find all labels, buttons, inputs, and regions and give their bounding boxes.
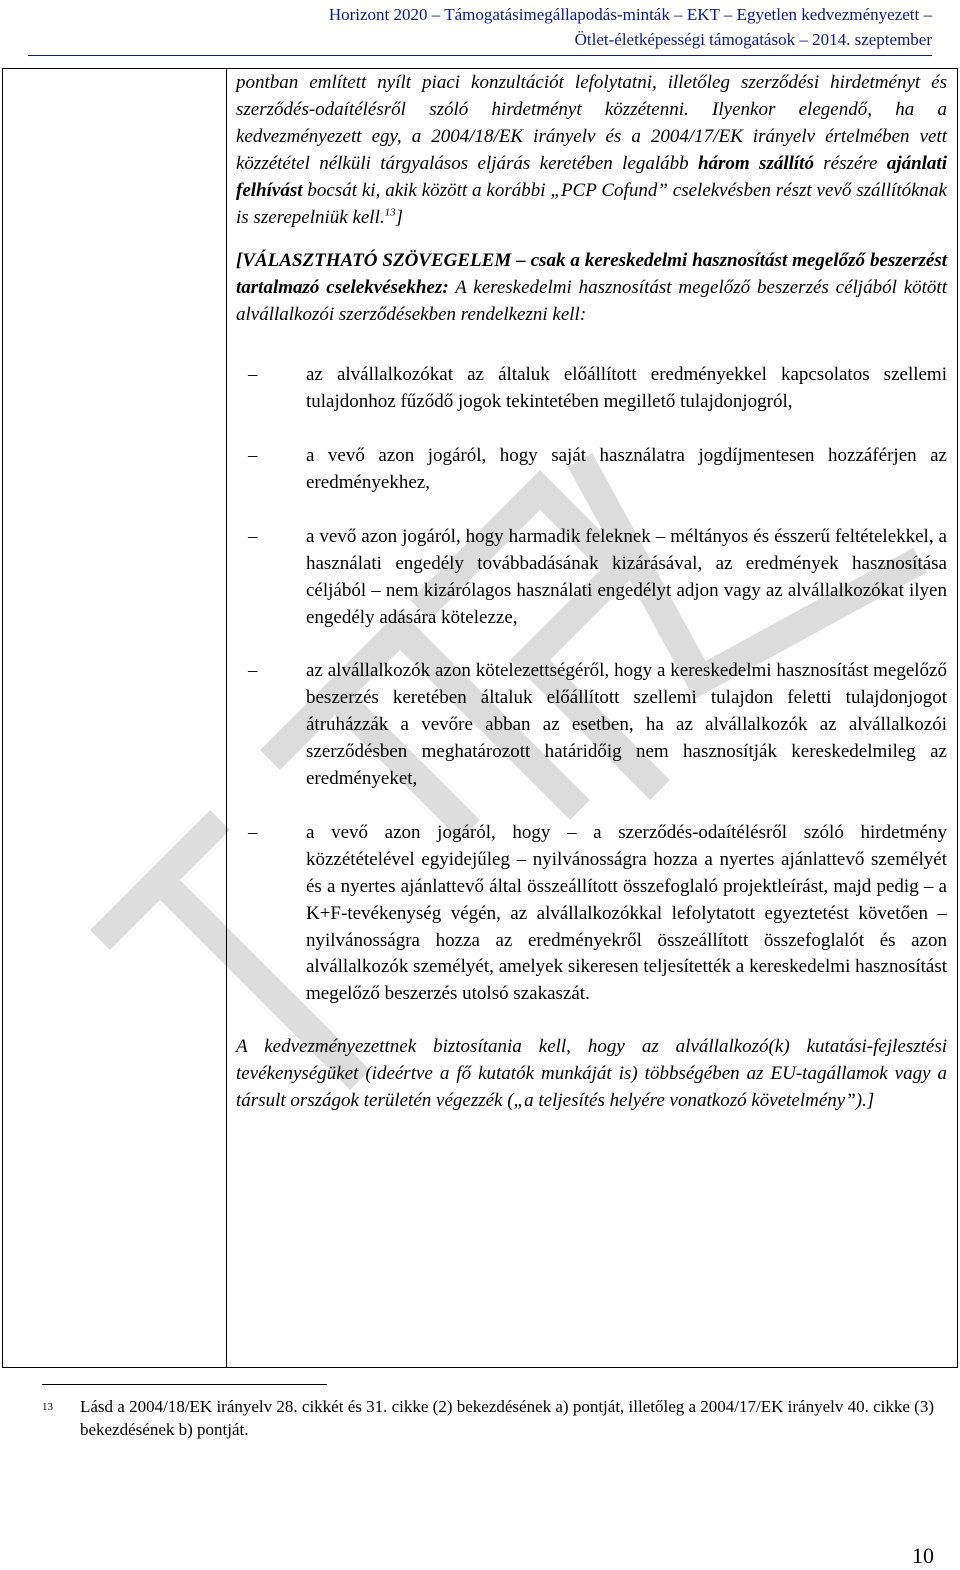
footnote-reference[interactable]: 13 [384, 206, 396, 219]
list-item [236, 362, 947, 416]
bold-three-suppliers: három szállító [697, 152, 814, 174]
table-column-divider [226, 69, 227, 1367]
footnote-text: Lásd a 2004/18/EK irányelv 28. cikkét és 31. cikke (2) bekezdésének a) pontját, illetőleg a 2004/17/EK irányelv 40. cikke (3) bekezdésének b) pontját. [80, 1397, 934, 1439]
bold-call-for-tenders: ajánlati felhívást [236, 152, 947, 201]
paragraph-optional-element [236, 248, 947, 329]
header-line-2: Ötlet-életképességi támogatások – 2014. szeptember [574, 30, 932, 49]
list-item-text: az alvállalkozók azon kötelezettségéről, hogy a kereskedelmi hasznosítást megelőző beszerzés keretében általuk előállított szellemi tulajdon feletti tulajdonjogot átruházzák a vevőre abban az esetben, ha az alvállalkozók az alvállalkozói szerződésben meghatározott határidőig nem hasznosítják kereskedelmileg az eredményeket, [306, 660, 947, 790]
paragraph-place-of-performance: A kedvezményezettnek biztosítania kell, hogy az alvállalkozó(k) kutatási-fejlesztési tevékenységüket (ideértve a fő kutatók munkáját is) többségében az EU-tagállamok vagy a társult országok területén végezzék („a teljesítés helyére vonatkozó követelmény”).] [236, 1036, 947, 1112]
list-item [236, 658, 947, 793]
paragraph-procurement [236, 70, 947, 231]
header-rule [28, 55, 932, 56]
text-run: pontban említett nyílt piaci konzultációt lefolytatni, illetőleg szerződési hirdetményt és szerződés-odaítélésről szóló hirdetményt közzétenni. Ilyenkor elegendő, ha a kedvezményezett egy, a 2004/18/EK irányelv és a 2004/17/EK irányelv értelmében vett közzététel nélküli tárgyalásos eljárás keretében legalább [236, 72, 947, 174]
requirements-list [236, 362, 947, 1008]
footnote-separator [42, 1384, 327, 1385]
text-run: ] [395, 206, 404, 228]
list-item [236, 524, 947, 632]
dash-bullet: – [248, 364, 258, 386]
table-cell-content [236, 70, 947, 1115]
footnote-number: 13 [42, 1401, 53, 1413]
text-run: részére [813, 152, 887, 174]
footnote [42, 1396, 934, 1441]
optional-element-heading: [VÁLASZTHATÓ SZÖVEGELEM – csak a kereskedelmi hasznosítást megelőző beszerzést tartalmazó cselekvésekhez: [236, 250, 947, 299]
list-item-text: a vevő azon jogáról, hogy saját használatra jogdíjmentesen hozzáférjen az eredményekhez, [306, 444, 947, 493]
running-header [172, 2, 932, 52]
list-item [236, 820, 947, 1008]
text-run: A kereskedelmi hasznosítást megelőző beszerzés céljából kötött alvállalkozói szerződésekben rendelkezni kell: [236, 277, 947, 326]
dash-bullet: – [248, 660, 258, 682]
dash-bullet: – [248, 525, 258, 547]
list-item [236, 443, 947, 497]
list-item-text: az alvállalkozókat az általuk előállított eredményekkel kapcsolatos szellemi tulajdonhoz fűződő jogok tekintetében megillető tulajdonjogról, [306, 364, 947, 413]
page-number: 10 [912, 1543, 934, 1568]
text-run: bocsát ki, akik között a korábbi „PCP Cofund” cselekvésben részt vevő szállítóknak is szerepelniük kell. [236, 179, 947, 228]
list-item-text: a vevő azon jogáról, hogy – a szerződés-odaítélésről szóló hirdetmény közzétételével egyidejűleg – nyilvánosságra hozza a nyertes ajánlattevő személyét és a nyertes ajánlattevő által összeállított összefoglaló projektleírást, majd pedig – a K+F-tevékenység végén, az alvállalkozókkal lefolytatott egyeztetést követően – nyilvánosságra hozza az eredményekről összeállított összefoglalót és azon alvállalkozók személyét, amelyek sikeresen teljesítették a kereskedelmi hasznosítást megelőző beszerzés utolsó szakaszát. [306, 821, 947, 1005]
list-item-text: a vevő azon jogáról, hogy harmadik feleknek – méltányos és ésszerű feltételekkel, a használati engedély továbbadásának kizárásával, az eredmények hasznosítása céljából – nem kizárólagos használati engedélyt adjon vagy az alvállalkozókat ilyen engedély adására kötelezze, [306, 525, 947, 628]
dash-bullet: – [248, 444, 258, 466]
header-line-1: Horizont 2020 – Támogatásimegállapodás-minták – EKT – Egyetlen kedvezményezett – [328, 5, 932, 24]
dash-bullet: – [248, 821, 258, 843]
